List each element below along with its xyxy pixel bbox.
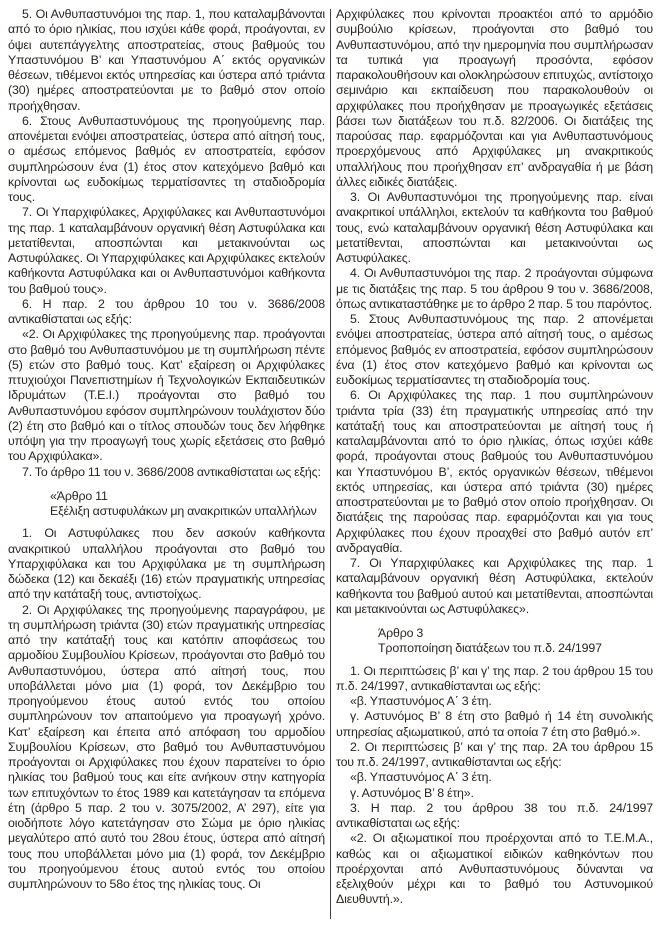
paragraph: 5. Οι Ανθυπαστυνόμοι της παρ. 1, που καταλαμβάνονται από το όριο ηλικίας, που ισχύει κάθε φορά, προάγονται, εν όψει αυτεπάγγελτης αποστρατείας, στους βαθμούς του Υπαστυνόμου Β’ και Υπαστυνόμου Α΄ εκτός οργανικών θέσεων, τιθέμενοι εκτός υπηρεσίας και ύστερα από τριάντα (30) ημέρες αποστρατεύονται με το βαθμό στον οποίο προήχθησαν. <box>8 7 325 113</box>
paragraph: 1. Οι Αστυφύλακες που δεν ασκούν καθήκοντα ανακριτικού υπαλλήλου προάγονται στο βαθμό του Υπαρχιφύλακα και του Αρχιφύλακα με τη συμπλήρωση δώδεκα (12) και δεκαέξι (16) ετών πραγματικής υπηρεσίας από την κατάταξή τους, αντιστοίχως. <box>8 526 325 602</box>
paragraph: 7. Οι Υπαρχιφύλακες και Αρχιφύλακες της παρ. 1 καταλαμβάνουν οργανική θέση Αστυφύλακα, εκτελούν καθήκοντα του βαθμού αυτού και μετατίθενται, αποσπώνται και μετακινούνται ως Αστυφύλακες». <box>336 556 653 616</box>
paragraph: «2. Οι αξιωματικοί που προέρχονται από το Τ.Ε.Μ.Α., καθώς και οι αξιωματικοί ειδικών καθηκόντων που προέρχονται από Ανθυπαστυνόμους δύνανται να εξελιχθούν μέχρι και το βαθμό του Αστυνομικού Διευθυντή.». <box>336 831 653 907</box>
paragraph: «β. Υπαστυνόμος Α΄ 3 έτη. <box>350 770 492 785</box>
text-column-left <box>8 7 325 941</box>
paragraph: 7. Οι Υπαρχιφύλακες, Αρχιφύλακες και Ανθυπαστυνόμοι της παρ. 1 καταλαμβάνουν οργανική θέση Αστυφύλακα και μετατίθενται, αποσπώνται και μετακινούνται ως Αστυφύλακες. Οι Υπαρχιφύλακες και Αρχιφύλακες εκτελούν καθήκοντα Αστυφύλακα και οι Ανθυπαστυνόμοι καθήκοντα του βαθμού τους». <box>8 205 325 296</box>
paragraph: 3. Η παρ. 2 του άρθρου 38 του π.δ. 24/1997 αντικαθίσταται ως εξής: <box>336 800 653 830</box>
paragraph: «β. Υπαστυνόμος Α΄ 3 έτη. <box>350 694 492 708</box>
text-column-right <box>336 7 653 941</box>
article-heading: Τροποποίηση διατάξεων του π.δ. 24/1997 <box>378 641 602 656</box>
paragraph: 6. Η παρ. 2 του άρθρου 10 του ν. 3686/2008 αντικαθίσταται ως εξής: <box>8 296 325 326</box>
paragraph: «2. Οι Αρχιφύλακες της προηγούμενης παρ. προάγονται στο βαθμό του Ανθυπαστυνόμου με τη συμπλήρωση πέντε (5) ετών στο βαθμό τους. Κατ’ εξαίρεση οι Αρχιφύλακες πτυχιούχοι Πανεπιστημίων ή Τεχνολογικών Εκπαιδευτικών Ιδρυμάτων (Τ.Ε.Ι.) προάγονται στο βαθμό του Ανθυπαστυνόμου εφόσον συμπληρώνουν τουλάχιστον δύο (2) έτη στο βαθμό και ο τίτλος σπουδών τους δεν λήφθηκε υπόψη για την προαγωγή τους χωρίς εξετάσεις στο βαθμό του Αρχιφύλακα». <box>8 327 325 464</box>
paragraph: Αρχιφύλακες που κρίνονται προακτέοι από το αρμόδιο συμβούλιο κρίσεων, προάγονται στο βαθμό του Ανθυπαστυνόμου, από την ημερομηνία που συμπλήρωσαν τα τυπικά για προαγωγή προσόντα, εφόσον παρακολουθήσουν και ολοκληρώσουν επιτυχώς, αντίστοιχο σεμινάριο και εκπαίδευση που παρακολουθούν οι αρχιφύλακες που προήχθησαν με προαγωγικές εξετάσεις βάσει των διατάξεων του π.δ. 82/2006. Οι διατάξεις της παρούσας παρ. εφαρμόζονται και για Ανθυπαστυνόμους προερχόμενους από Αρχιφύλακες μη ανακριτικούς υπαλλήλους που προήχθησαν επ’ ανδραγαθία ή με βάση άλλες ειδικές διατάξεις. <box>336 7 653 189</box>
column-divider <box>330 9 331 919</box>
paragraph: 4. Οι Ανθυπαστυνόμοι της παρ. 2 προάγονται σύμφωνα με τις διατάξεις της παρ. 5 του άρθρου 9 του ν. 3686/2008, όπως αντικαταστάθηκε με το άρθρο 2 παρ. 5 του παρόντος. <box>336 266 653 311</box>
paragraph: 1. Οι περιπτώσεις β’ και γ’ της παρ. 2 του άρθρου 15 του π.δ. 24/1997, αντικαθίστανται ως εξής: <box>336 663 653 693</box>
article-heading: Εξέλιξη αστυφυλάκων μη ανακριτικών υπαλλήλων <box>50 504 317 518</box>
paragraph: 2. Οι περιπτώσεις β’ και γ’ της παρ. 2Α του άρθρου 15 του π.δ. 24/1997, αντικαθίστανται ως εξής: <box>336 739 653 769</box>
paragraph: 5. Στους Ανθυπαστυνόμους της παρ. 2 απονέμεται ενόψει αποστρατείας, ύστερα από αίτησή τους, ο αμέσως επόμενος βαθμός εν αποστρατεία, εφόσον συμπληρώσουν ένα (1) έτος στον κατεχόμενο βαθμό και κρίνονται ως ευδοκίμως τερματίσαντες τη σταδιοδρομία τους. <box>336 312 653 387</box>
paragraph: 6. Οι Αρχιφύλακες της παρ. 1 που συμπληρώνουν τριάντα τρία (33) έτη πραγματικής υπηρεσίας από την κατάταξή τους και αποστρατεύονται με αίτησή τους ή καταλαμβάνονται από το όριο ηλικίας, όπως ισχύει κάθε φορά, προάγονται στους βαθμούς του Ανθυπαστυνόμου και Υπαστυνόμου Β’, εκτός οργανικών θέσεων, τιθέμενοι εκτός υπηρεσίας, και ύστερα από τριάντα (30) ημέρες αποστρατεύονται με το βαθμό στον οποίο προήχθησαν. Οι διατάξεις της παρούσας παρ. εφαρμόζονται και για τους Αρχιφύλακες που έχουν προαχθεί στο βαθμό αυτόν επ’ ανδραγαθία. <box>336 388 653 555</box>
article-heading: Άρθρο 3 <box>378 626 424 640</box>
paragraph: 7. Το άρθρο 11 του ν. 3686/2008 αντικαθίσταται ως εξής: <box>22 464 321 479</box>
paragraph: 3. Οι Ανθυπαστυνόμοι της προηγούμενης παρ. είναι ανακριτικοί υπάλληλοι, εκτελούν τα καθήκοντα του βαθμού τους, ενώ καταλαμβάνουν οργανική θέση Αστυφύλακα και μετατίθενται, αποσπώνται και μετακινούνται ως Αστυφύλακες. <box>336 190 653 265</box>
paragraph: γ. Αστυνόμος Β’ 8 έτη». <box>350 785 474 800</box>
paragraph: γ. Αστυνόμος Β’ 8 έτη στο βαθμό ή 14 έτη συνολικής υπηρεσίας αξιωματικού, από τα οποία 7 έτη στο βαθμό.». <box>336 709 653 739</box>
paragraph: 6. Στους Ανθυπαστυνόμους της προηγούμενης παρ. απονέμεται ενόψει αποστρατείας, ύστερα από αίτησή τους, ο αμέσως επόμενος βαθμός εν αποστρατεία, εφόσον συμπληρώσουν ένα (1) έτος στον κατεχόμενο βαθμό και κρίνονται ως ευδοκίμως τερματίσαντες τη σταδιοδρομία τους. <box>8 113 325 204</box>
paragraph: 2. Οι Αρχιφύλακες της προηγούμενης παραγράφου, με τη συμπλήρωση τριάντα (30) ετών πραγματικής υπηρεσίας από την κατάταξή τους και κατόπιν αποφάσεως του αρμοδίου Συμβουλίου Κρίσεων, προάγονται στο βαθμό του Ανθυπαστυνόμου, ύστερα από αίτησή τους, που υποβάλλεται μόνο μια (1) φορά, τον Δεκέμβριο του προηγούμενου έτους αυτού εντός του οποίου συμπληρώνουν τον απαιτούμενο για προαγωγή χρόνο. Κατ’ εξαίρεση και έπειτα από απόφαση του αρμοδίου Συμβουλίου Κρίσεων, στο βαθμό του Ανθυπαστυνόμου προάγονται οι Αρχιφύλακες που έχουν παρατείνει το όριο ηλικίας του βαθμού τους και είτε ανήκουν στην κατηγορία των επιτυχόντων το έτος 1989 και κατετάγησαν τα επόμενα έτη (άρθρο 5 παρ. 2 του ν. 3075/2002, Α’ 297), είτε για οιοδήποτε λόγο κατετάγησαν στο Σώμα με όριο ηλικίας μεγαλύτερο από αυτό του 28ου έτους, ύστερα από αίτησή τους που υποβάλλεται μόνο μια (1) φορά, τον Δεκέμβριο του προηγούμενου έτους αυτού εντός του οποίου συμπληρώνουν το 58ο έτος της ηλικίας τους. Οι <box>8 602 325 891</box>
article-heading: «Άρθρο 11 <box>50 488 108 503</box>
